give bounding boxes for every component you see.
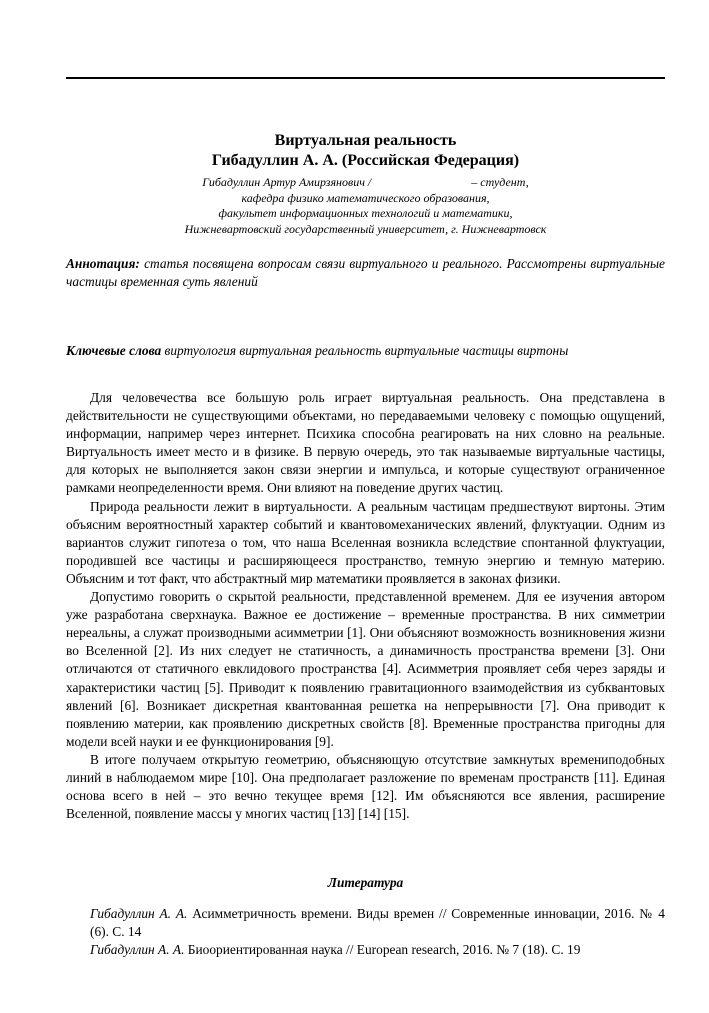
body-text [66,389,665,823]
keywords [66,342,665,360]
reference-item [66,941,665,959]
abstract-label: Аннотация: [66,256,140,271]
reference-item [66,905,665,941]
reference-text: Биоориентированная наука // European research, 2016. № 7 (18). С. 19 [184,942,581,957]
literature-heading: Литература [327,875,404,890]
body-paragraph-4: В итоге получаем открытую геометрию, объясняющую отсутствие замкнутых времениподобных линий в наблюдаемом мире [10]. Она предполагает разложение по временам пространств [11]. Единая основа всего в ней – это вечно текущее время [12]. Им объясняются все явления, расширение Вселенной, появление массы у многих частиц [13] [14] [15]. [66,751,665,822]
body-paragraph-2: Природа реальности лежит в виртуальности. А реальным частицам предшествуют виртоны. Этим объясним вероятностный характер событий и квантовомеханических явлений, флуктуации. Одним из вариантов служит гипотеза о том, что наша Вселенная возникла вследствие спонтанной флуктуации, породившей все частицы и расширяющееся пространство, темную энергию и темную материю. Объясним и тот факт, что абстрактный мир математики проявляется в законах физики. [66,498,665,586]
author-fullname: Гибадуллин Артур Амирзянович / [202,175,372,189]
title-block [66,131,665,237]
abstract-text: статья посвящена вопросам связи виртуального и реального. Рассмотрены виртуальные частицы временная суть явлений [66,256,665,289]
body-paragraph-1: Для человечества все большую роль играет виртуальная реальность. Она представлена в действительности не существующими объектами, но передаваемыми человеку с помощью ощущений, информации, например через интернет. Психика способна реагировать на них словно на реальные. Виртуальность имеет место и в физике. В первую очередь, это так называемые виртуальные частицы, для которых не выполняется закон связи энергии и импульса, и которые существуют ограниченное рамками неопределенности время. Они влияют на поведение других частиц. [66,390,665,496]
reference-author: Гибадуллин А. А. [90,942,185,957]
author-role: – студент, [471,175,529,189]
keywords-text: виртуология виртуальная реальность виртуальные частицы виртоны [161,343,569,358]
keywords-label: Ключевые слова [66,343,162,358]
article-title: Виртуальная реальность [274,132,457,149]
reference-list [66,905,665,959]
affiliation-line-4: Нижневартовский государственный университет, г. Нижневартовск [184,221,547,236]
affiliation-line-2: кафедра физико математического образования, [241,190,490,205]
body-paragraph-3: Допустимо говорить о скрытой реальности, представленной временем. Для ее изучения автором уже разработана сверхнаука. Важное ее достижение – временные пространства. В них симметрии нереальны, а служат производными асимметрии [1]. Они объясняют возможность возникновения жизни во Вселенной [2]. Из них следует не статичность, а динамичность пространства времени [3]. Они отличаются от статичного евклидового пространства [4]. Асимметрия проявляет себя через заряды и характеристики частиц [5]. Приводит к появлению гравитационного взаимодействия из субквантовых явлений [6]. Возникает дискретная квантованная решетка на непрерывности [7]. Она приводит к появлению материи, как проявлению дискретных свойств [8]. Временные пространства пригодны для модели всей науки и ее функционирования [9]. [66,589,665,749]
header-rule [66,77,665,79]
abstract [66,255,665,291]
author-heading: Гибадуллин А. А. (Российская Федерация) [211,152,520,169]
affiliation-line-3: факультет информационных технологий и математики, [218,206,513,220]
reference-author: Гибадуллин А. А. [90,906,188,921]
affiliation-line-1 [66,175,665,191]
reference-text: Асимметричность времени. Виды времен // Современные инновации, 2016. № 4 (6). С. 14 [90,906,665,939]
